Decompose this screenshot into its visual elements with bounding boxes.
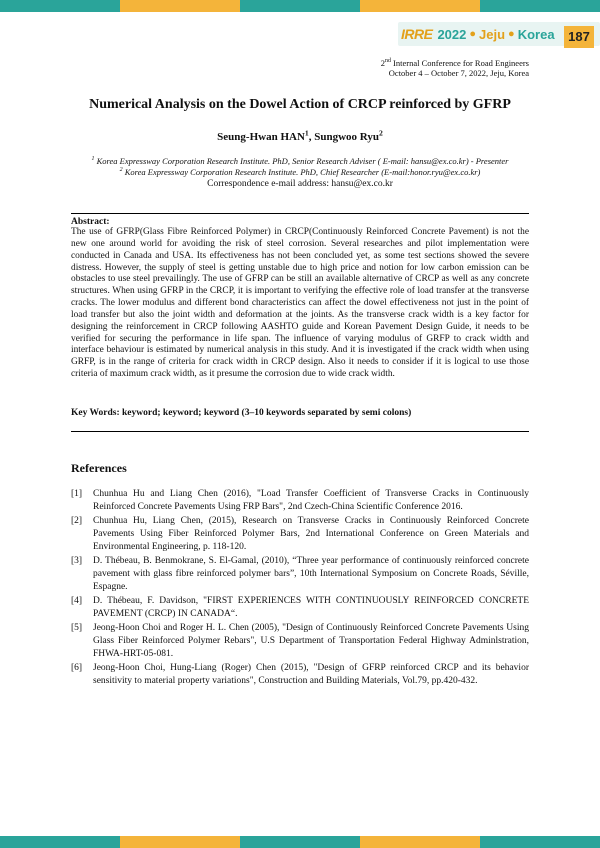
author-2-sup: 2 [378,128,383,138]
reference-item [71,555,529,594]
logo-mark: IRRE [401,26,433,42]
reference-item [71,662,529,688]
authors [0,128,600,143]
abstract-top-rule [71,213,529,214]
dot-icon: ● [508,28,515,40]
author-1: Seung-Hwan HAN [217,131,305,143]
reference-item [71,622,529,661]
conference-line2: October 4 – October 7, 2022, Jeju, Korea [388,68,529,78]
reference-number: [4] [71,596,83,606]
bottom-color-bar [0,836,600,848]
reference-number: [6] [71,663,83,673]
page-number: 187 [564,26,594,48]
author-1-sup: 1 [304,128,309,138]
affiliation-2-text: Korea Expressway Corporation Research Institute. PhD, Chief Researcher (E-mail:honor.ryu@ex.co.kr) [122,167,481,177]
reference-text: Chunhua Hu and Liang Chen (2016), "Load Transfer Coefficient of Transverse Cracks in Continuously Reinforced Concrete Pavements Using FRP Bars", 2nd Czech-China Scientific Conference 2016. [93,489,529,512]
reference-text: Jeong-Hoon Choi, Hung-Liang (Roger) Chen (2015), "Design of GFRP reinforced CRCP and its behavior sensitivity to material property variations", Construction and Building Materials, Vol.79, pp.420-432. [93,663,529,686]
reference-item [71,595,529,621]
reference-number: [5] [71,623,83,633]
abstract-heading: Abstract: [71,217,110,227]
reference-list [71,488,529,689]
keywords: Key Words: keyword; keyword; keyword (3–10 keywords separated by semi colons) [71,408,412,418]
conference-info [381,58,529,78]
top-color-bar [0,0,600,12]
conference-line1-prefix: 2 [380,58,385,68]
affiliation-2-sup: 2 [119,167,123,174]
conference-line1-rest: Internal Conference for Road Engineers [390,58,529,68]
reference-text: D. Thébeau, F. Davidson, "FIRST EXPERIENCES WITH CONTINUOUSLY REINFORCED CONCRETE PAVEMENT (CRCP) IN CANADA“. [93,596,529,619]
reference-number: [1] [71,489,83,499]
affiliation-2 [0,167,600,178]
paper-title: Numerical Analysis on the Dowel Action of CRCP reinforced by GFRP [89,97,511,112]
reference-text: Jeong-Hoon Choi and Roger H. L. Chen (2005), "Design of Continuously Reinforced Concrete Pavements Using Glass Fiber Reinforced Polymer Rebars", U.S Department of Transportation Federal Highway Adminlstration, FHWA-HRT-05-081. [93,623,529,659]
author-2: Sungwoo Ryu [314,131,379,143]
author-separator: , [308,131,315,143]
affiliation-1 [0,156,600,167]
affiliation-1-text: Korea Expressway Corporation Research Institute. PhD, Senior Research Adviser ( E-mail: hansu@ex.co.kr) - Presenter [94,156,509,166]
conference-logo [401,26,555,42]
reference-number: [2] [71,516,83,526]
dot-icon: ● [469,28,477,40]
logo-city: Jeju [479,26,506,42]
logo-year: 2022 [437,26,467,42]
affiliation-1-sup: 1 [91,156,95,163]
abstract-text: The use of GFRP(Glass Fibre Reinforced Polymer) in CRCP(Continuously Reinforced Concrete Pavement) is not the new one around world for avoiding the risk of steel corrosion. Several researches and pilot implementation were conducted in Canada and USA. Its effectiveness has not been concluded yet, as some test sections showed the severe distress. However, the supply of steel is getting unstable due to high price and notion for low carbon emission can be obstacles to use steel prevailingly. The use of GFRP can be still an available alternative of CRCP as well as any concrete structures. When using GFRP in the CRCP, it is important to verifying the effective role of load transfer at the transverse cracks. The lower modulus and different bond characteristics can affect the dowel effectiveness not just in the point of load transfer but also the joint width and deformation at the joints. As the transverse crack width is a key factor for designing the reinforcement in CRCP following AASHTO guide and Korean Pavement Design Guide, it needs to be verified for securing the performance in life span. The influence of varying modulus of GRFP to crack width and interface behaviour is estimated by numerical analysis in this study. And it is investigated if the crack width when using GRFP, is in the range of criteria for crack width in CRCP design. Also it needs to consider if it is logical to use those criteria of maximum crack width, as it presume the corrosion due to wide crack width. [71,227,529,380]
affiliations [0,156,600,178]
correspondence-email: Correspondence e-mail address: hansu@ex.co.kr [207,179,393,189]
reference-number: [3] [71,556,83,566]
abstract-bottom-rule [71,431,529,432]
conference-line1-sup: nd [384,58,391,65]
reference-item [71,515,529,554]
logo-country: Korea [517,26,555,42]
reference-text: Chunhua Hu, Liang Chen, (2015), Research on Transverse Cracks in Continuously Reinforced Concrete Pavements Using Fiber Reinforced Polymer Bars, 2nd International Conference on Green Materials and Environmental Engineering, p. 118-120. [93,516,529,552]
reference-text: D. Thébeau, B. Benmokrane, S. El-Gamal, (2010), “Three year performance of continuously reinforced concrete pavement with glass fibre reinforced polymer bars”, 10th International Symposium on Concrete Roads, Séville, Espagne. [93,556,529,592]
reference-item [71,488,529,514]
references-heading: References [71,461,127,475]
